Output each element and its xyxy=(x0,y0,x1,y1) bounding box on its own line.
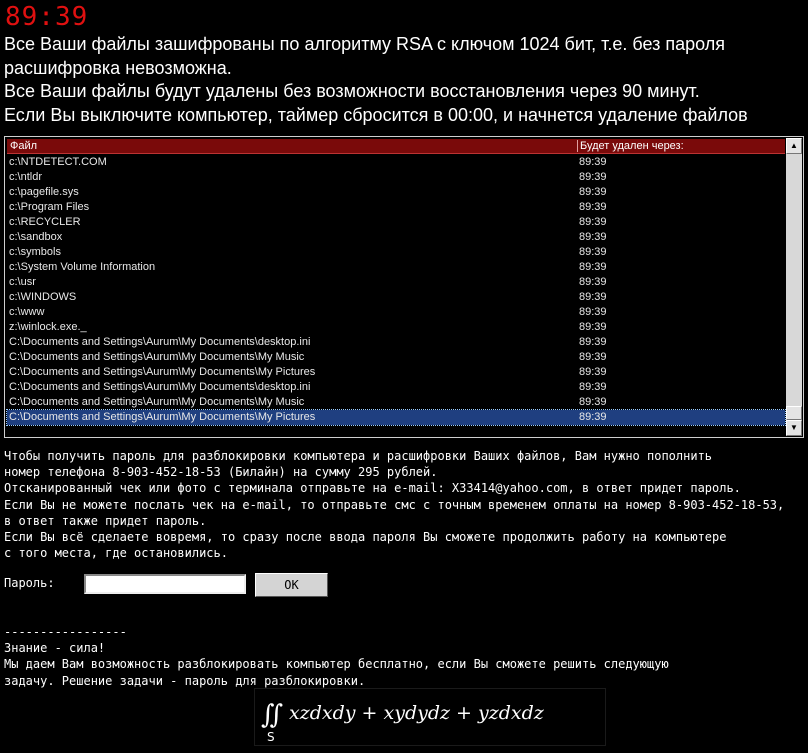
scroll-up-button[interactable] xyxy=(786,138,802,154)
instruction-line: Если Вы всё сделаете вовремя, то сразу после ввода пароля Вы сможете продолжить работу на компьютере xyxy=(4,530,727,545)
file-path: C:\Documents and Settings\Aurum\My Documents\My Music xyxy=(9,396,305,408)
file-path: z:\winlock.exe._ xyxy=(9,321,87,333)
file-path: c:\pagefile.sys xyxy=(9,186,79,198)
password-label: Пароль: xyxy=(4,576,55,590)
scroll-down-button[interactable] xyxy=(786,420,802,436)
file-path: c:\www xyxy=(9,306,45,318)
table-row[interactable] xyxy=(7,215,785,230)
file-path: c:\usr xyxy=(9,276,36,288)
delete-timer: 89:39 xyxy=(579,156,607,168)
password-input[interactable] xyxy=(84,574,246,594)
column-header-file[interactable]: Файл xyxy=(10,140,38,152)
instruction-line: номер телефона 8-903-452-18-53 (Билайн) на сумму 295 рублей. xyxy=(4,465,438,480)
delete-timer: 89:39 xyxy=(579,366,607,378)
instruction-line: Чтобы получить пароль для разблокировки компьютера и расшифровки Ваших файлов, Вам нужно пополнить xyxy=(4,449,713,463)
table-row[interactable] xyxy=(7,170,785,185)
file-path: C:\Documents and Settings\Aurum\My Documents\My Pictures xyxy=(9,366,316,378)
riddle-text: Мы даем Вам возможность разблокировать компьютер бесплатно, если Вы сможете решить следующую xyxy=(4,657,669,672)
file-path: c:\NTDETECT.COM xyxy=(9,156,107,168)
ok-button[interactable]: OK xyxy=(255,573,328,597)
delete-timer: 89:39 xyxy=(579,396,607,408)
integral-subscript: S xyxy=(267,730,275,744)
double-integral-sign: ∬ xyxy=(261,700,284,730)
riddle-text: задачу. Решение задачи - пароль для разблокировки. xyxy=(4,673,366,688)
delete-timer: 89:39 xyxy=(579,381,607,393)
table-row[interactable] xyxy=(7,395,785,410)
delete-timer: 89:39 xyxy=(579,336,607,348)
file-path: c:\RECYCLER xyxy=(9,216,81,228)
delete-timer: 89:39 xyxy=(579,291,607,303)
payment-instructions xyxy=(4,448,804,561)
delete-timer: 89:39 xyxy=(579,216,607,228)
delete-timer: 89:39 xyxy=(579,171,607,183)
file-path: c:\sandbox xyxy=(9,231,63,243)
table-row[interactable] xyxy=(7,320,785,335)
instruction-line: с того места, где остановились. xyxy=(4,546,228,561)
table-row[interactable] xyxy=(7,155,785,170)
scroll-thumb[interactable] xyxy=(786,406,802,420)
arrow-up-icon: ▲ xyxy=(790,141,798,150)
file-path: C:\Documents and Settings\Aurum\My Documents\My Music xyxy=(9,351,305,363)
table-row[interactable] xyxy=(7,350,785,365)
warning-headline xyxy=(4,33,804,127)
delete-timer: 89:39 xyxy=(579,261,607,273)
headline-line: Если Вы выключите компьютер, таймер сбросится в 00:00, и начнется удаление файлов xyxy=(4,104,748,125)
instruction-line: Если Вы не можете послать чек на e-mail, то отправьте смс с точным временем оплаты на номер 8-903-452-18-53, xyxy=(4,497,785,512)
delete-timer: 89:39 xyxy=(579,351,607,363)
table-row[interactable] xyxy=(7,275,785,290)
file-path: C:\Documents and Settings\Aurum\My Documents\desktop.ini xyxy=(9,381,311,393)
table-row[interactable] xyxy=(7,185,785,200)
file-list[interactable] xyxy=(4,136,804,438)
separator-line: ----------------- xyxy=(4,625,127,639)
surface-integral-formula xyxy=(255,689,605,745)
delete-timer: 89:39 xyxy=(579,186,607,198)
delete-timer: 89:39 xyxy=(579,201,607,213)
table-row[interactable] xyxy=(7,230,785,245)
instruction-line: в ответ также придет пароль. xyxy=(4,513,207,528)
delete-timer: 89:39 xyxy=(579,246,607,258)
table-row[interactable] xyxy=(7,200,785,215)
table-row[interactable] xyxy=(7,260,785,275)
riddle-formula-image xyxy=(254,688,606,746)
delete-timer: 89:39 xyxy=(579,231,607,243)
table-row[interactable] xyxy=(7,245,785,260)
headline-line: Все Ваши файлы зашифрованы по алгоритму RSA с ключом 1024 бит, т.е. без пароля xyxy=(4,34,726,54)
headline-line: расшифровка невозможна. xyxy=(4,57,232,78)
table-row[interactable] xyxy=(7,335,785,350)
countdown-timer: 89:39 xyxy=(5,2,89,32)
delete-timer: 89:39 xyxy=(579,276,607,288)
file-path: c:\Program Files xyxy=(9,201,90,213)
file-path: C:\Documents and Settings\Aurum\My Documents\My Pictures xyxy=(9,411,316,423)
motto: Знание - сила! xyxy=(4,641,106,656)
arrow-down-icon: ▼ xyxy=(790,423,798,432)
file-list-rows xyxy=(7,155,785,425)
table-row[interactable] xyxy=(7,365,785,380)
file-list-header xyxy=(7,139,785,154)
riddle-section xyxy=(4,624,804,689)
delete-timer: 89:39 xyxy=(579,306,607,318)
file-path: c:\WINDOWS xyxy=(9,291,77,303)
integrand: xzdxdy + xydydz + yzdxdz xyxy=(289,702,544,724)
column-header-delete-time[interactable]: Будет удален через: xyxy=(577,140,684,152)
file-list-scrollbar[interactable] xyxy=(786,138,802,436)
file-path: C:\Documents and Settings\Aurum\My Documents\desktop.ini xyxy=(9,336,311,348)
table-row[interactable] xyxy=(7,410,785,425)
table-row[interactable] xyxy=(7,290,785,305)
headline-line: Все Ваши файлы будут удалены без возможности восстановления через 90 минут. xyxy=(4,81,700,101)
table-row[interactable] xyxy=(7,380,785,395)
table-row[interactable] xyxy=(7,305,785,320)
file-path: c:\System Volume Information xyxy=(9,261,156,273)
file-path: c:\symbols xyxy=(9,246,61,258)
file-path: c:\ntldr xyxy=(9,171,43,183)
delete-timer: 89:39 xyxy=(579,411,607,423)
instruction-line: Отсканированный чек или фото с терминала отправьте на e-mail: X33414@yahoo.com, в ответ придет пароль. xyxy=(4,481,741,496)
delete-timer: 89:39 xyxy=(579,321,607,333)
